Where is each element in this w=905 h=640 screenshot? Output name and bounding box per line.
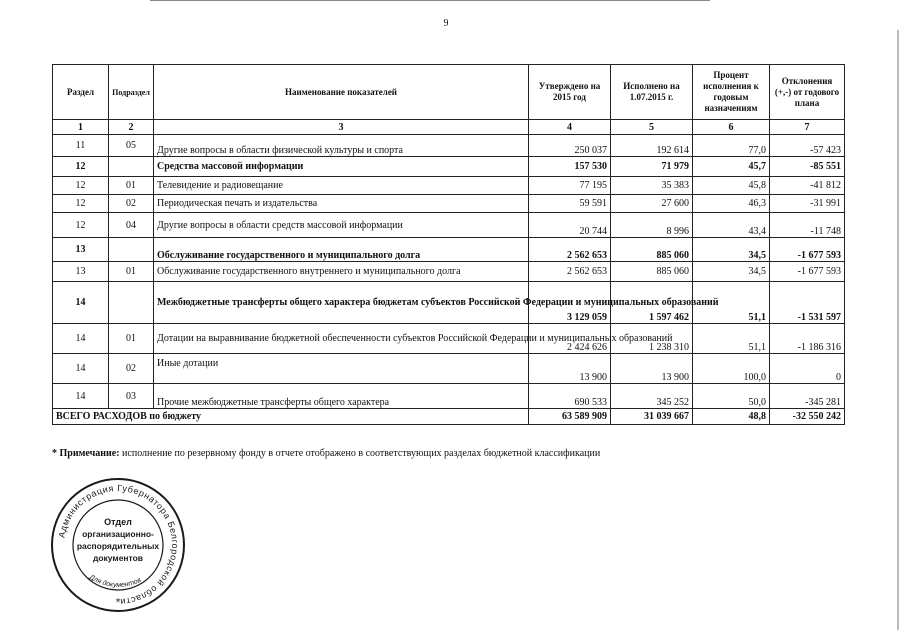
footnote [52,448,600,459]
cell-executed: 192 614 [611,135,693,157]
table-row [53,213,845,238]
cell-approved: 13 900 [529,354,611,384]
table-row [53,354,845,384]
cell-deviation: -1 677 593 [770,262,845,282]
cell-approved: 77 195 [529,177,611,195]
cell-approved: 2 562 653 [529,238,611,262]
cell-name: Другие вопросы в области физической культуры и спорта [154,135,529,157]
header-row [53,65,845,120]
cell-razdel: 12 [53,177,109,195]
cell-approved: 20 744 [529,213,611,238]
cell-percent: 51,1 [693,282,770,324]
cell-deviation: -41 812 [770,177,845,195]
header-name: Наименование показателей [154,65,529,120]
table-row [53,324,845,354]
cell-podrazdel: 03 [109,384,154,409]
cell-podrazdel: 02 [109,354,154,384]
stamp-ring-text: Администрация Губернатора Белгородской области [56,482,181,608]
cell-approved: 690 533 [529,384,611,409]
cell-executed: 35 383 [611,177,693,195]
column-number: 6 [693,120,770,135]
stamp-center-line: Отдел [104,517,132,527]
stamp-center-line: организационно- [82,529,154,539]
table-row-section [53,157,845,177]
header-approved: Утверждено на 2015 год [529,65,611,120]
cell-percent: 43,4 [693,213,770,238]
cell-razdel: 12 [53,213,109,238]
cell-percent: 46,3 [693,195,770,213]
cell-name: Прочие межбюджетные трансферты общего характера [154,384,529,409]
cell-razdel: 13 [53,262,109,282]
cell-approved: 2 424 626 [529,324,611,354]
cell-name: Средства массовой информации [154,157,529,177]
cell-podrazdel: 01 [109,177,154,195]
cell-approved: 3 129 059 [529,282,611,324]
top-rule [150,0,710,1]
cell-name: Другие вопросы в области средств массовой информации [154,213,529,238]
cell-deviation: -57 423 [770,135,845,157]
cell-podrazdel [109,238,154,262]
cell-executed: 885 060 [611,238,693,262]
cell-name: Обслуживание государственного и муниципального долга [154,238,529,262]
cell-percent: 100,0 [693,354,770,384]
total-approved: 63 589 909 [529,409,611,425]
stamp-bottom-text: Для документов [87,573,143,590]
total-percent: 48,8 [693,409,770,425]
column-number: 7 [770,120,845,135]
cell-deviation: -85 551 [770,157,845,177]
cell-approved: 2 562 653 [529,262,611,282]
page-number: 9 [443,18,449,29]
table-row [53,384,845,409]
cell-percent: 77,0 [693,135,770,157]
header-executed: Исполнено на 1.07.2015 г. [611,65,693,120]
stamp-center-line: распорядительных [76,541,160,551]
cell-deviation: -31 991 [770,195,845,213]
cell-approved: 59 591 [529,195,611,213]
cell-podrazdel [109,157,154,177]
cell-podrazdel: 01 [109,324,154,354]
total-deviation: -32 550 242 [770,409,845,425]
total-executed: 31 039 667 [611,409,693,425]
cell-name: Периодическая печать и издательства [154,195,529,213]
cell-executed: 345 252 [611,384,693,409]
cell-name: Обслуживание государственного внутреннего и муниципального долга [154,262,529,282]
cell-name: Дотации на выравнивание бюджетной обеспеченности субъектов Российской Федерации и муниципальных образований [154,324,529,354]
cell-deviation: -345 281 [770,384,845,409]
column-number: 4 [529,120,611,135]
cell-executed: 885 060 [611,262,693,282]
stamp-star-icon: * [115,597,121,608]
footnote-label: * Примечание: [52,448,120,459]
page-edge-line [897,30,899,630]
table-row [53,195,845,213]
cell-razdel: 12 [53,195,109,213]
cell-approved: 157 530 [529,157,611,177]
cell-razdel: 12 [53,157,109,177]
official-stamp [48,475,188,615]
table-row-section [53,282,845,324]
column-number: 1 [53,120,109,135]
cell-name: Иные дотации [154,354,529,384]
cell-razdel: 14 [53,354,109,384]
column-number: 3 [154,120,529,135]
header-deviation: Отклонения (+,-) от годового плана [770,65,845,120]
table-row-section [53,238,845,262]
budget-table [52,64,845,425]
cell-percent: 50,0 [693,384,770,409]
header-podrazdel: Подраздел [109,65,154,120]
cell-podrazdel [109,282,154,324]
table-row [53,135,845,157]
column-number: 5 [611,120,693,135]
cell-percent: 45,8 [693,177,770,195]
cell-razdel: 14 [53,324,109,354]
cell-razdel: 14 [53,384,109,409]
cell-deviation: -1 531 597 [770,282,845,324]
column-number: 2 [109,120,154,135]
column-number-row [53,120,845,135]
stamp-center-line: документов [92,553,144,563]
cell-podrazdel: 02 [109,195,154,213]
cell-deviation: -1 186 316 [770,324,845,354]
cell-approved: 250 037 [529,135,611,157]
cell-podrazdel: 05 [109,135,154,157]
cell-executed: 13 900 [611,354,693,384]
cell-podrazdel: 04 [109,213,154,238]
header-razdel: Раздел [53,65,109,120]
cell-executed: 27 600 [611,195,693,213]
cell-deviation: -1 677 593 [770,238,845,262]
footnote-text: исполнение по резервному фонду в отчете отображено в соответствующих разделах бюджетной классификации [119,448,601,459]
cell-executed: 1 238 310 [611,324,693,354]
cell-name: Межбюджетные трансферты общего характера бюджетам субъектов Российской Федерации и муниципальных образований [154,282,529,324]
cell-podrazdel: 01 [109,262,154,282]
cell-percent: 34,5 [693,238,770,262]
cell-razdel: 13 [53,238,109,262]
cell-percent: 34,5 [693,262,770,282]
cell-razdel: 11 [53,135,109,157]
cell-name: Телевидение и радиовещание [154,177,529,195]
table-total-row [53,409,845,425]
cell-executed: 71 979 [611,157,693,177]
cell-executed: 1 597 462 [611,282,693,324]
total-label: ВСЕГО РАСХОДОВ по бюджету [53,409,529,425]
cell-executed: 8 996 [611,213,693,238]
table-row [53,262,845,282]
table-row [53,177,845,195]
header-percent: Процент исполнения к годовым назначениям [693,65,770,120]
cell-deviation: -11 748 [770,213,845,238]
cell-percent: 45,7 [693,157,770,177]
cell-deviation: 0 [770,354,845,384]
cell-percent: 51,1 [693,324,770,354]
cell-razdel: 14 [53,282,109,324]
